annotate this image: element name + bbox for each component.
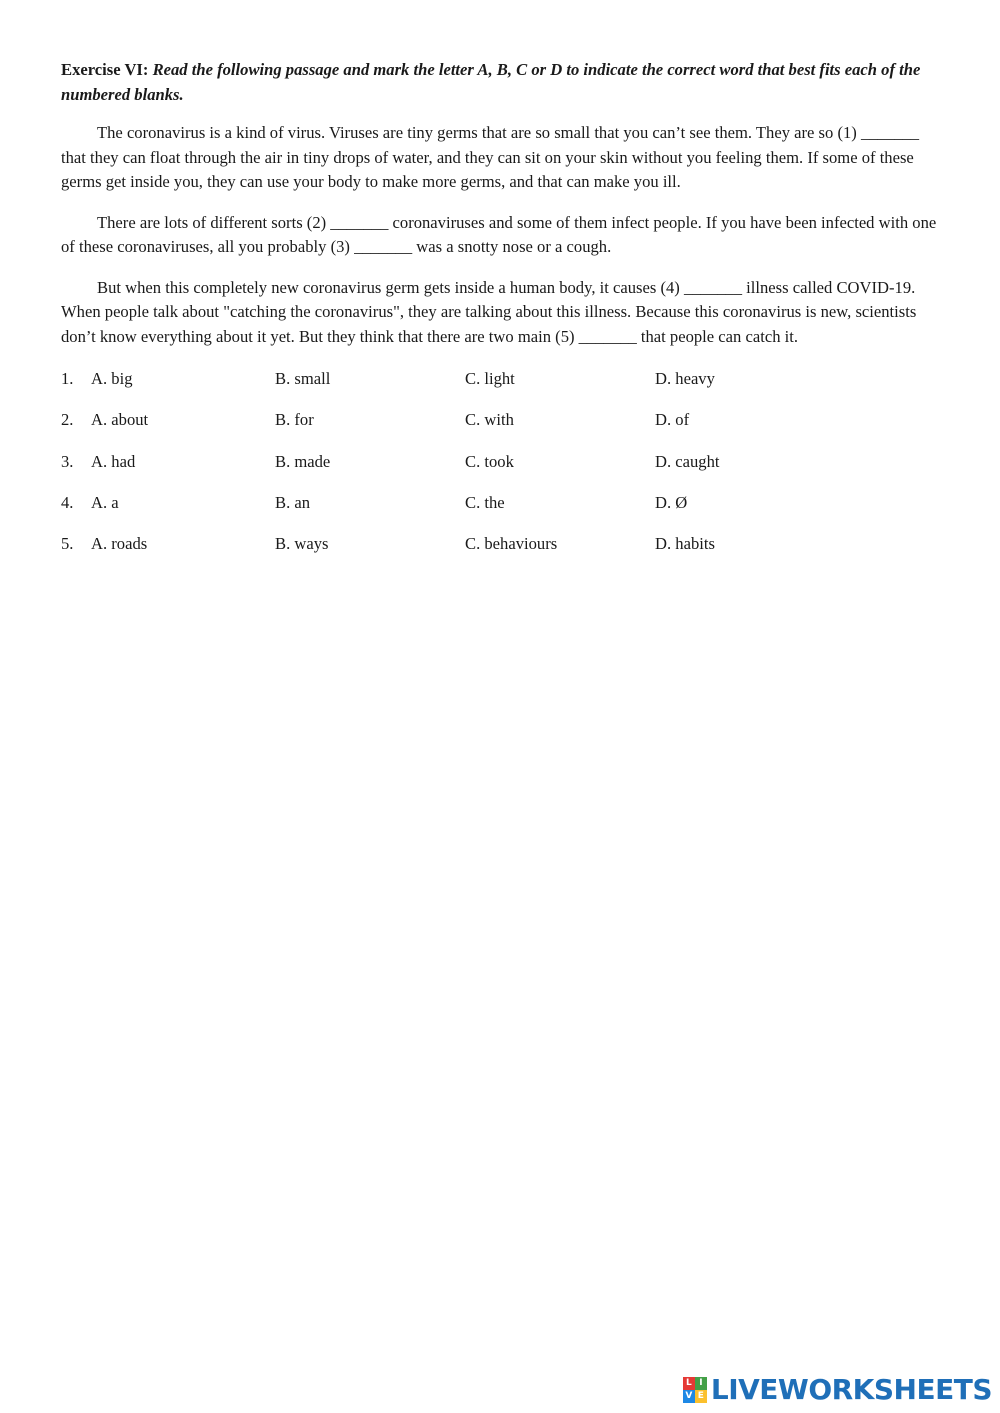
logo-letter-v: V [683, 1390, 695, 1403]
liveworksheets-logo-icon [683, 1377, 707, 1403]
option-b: B. an [275, 492, 311, 512]
option-c: C. with [465, 410, 514, 430]
option-b: B. small [275, 369, 331, 388]
option-d: D. habits [655, 534, 715, 554]
option-b: B. for [275, 410, 314, 430]
worksheet-page [61, 58, 941, 573]
liveworksheets-branding [683, 1375, 992, 1405]
option-d: D. Ø [655, 492, 688, 512]
passage-paragraph-2: There are lots of different sorts (2) _______ coronaviruses and some of them infect people. If you have been infected with one of these coronaviruses, all you probably (3) _______ was a snotty nose or a cough. [61, 212, 937, 256]
exercise-heading [61, 58, 941, 107]
liveworksheets-wordmark: LIVEWORKSHEETS [710, 1373, 992, 1406]
option-d: D. caught [655, 451, 720, 471]
option-c: C. took [465, 451, 514, 471]
option-a: A. had [91, 451, 136, 471]
option-c: C. the [465, 492, 505, 512]
option-d: D. of [655, 410, 690, 430]
option-a: A. about [91, 410, 149, 430]
logo-letter-e: E [695, 1390, 707, 1403]
question-number: 2. [61, 410, 74, 430]
question-row [61, 450, 941, 491]
option-c: C. behaviours [465, 534, 558, 554]
question-number: 1. [61, 369, 74, 388]
question-row [61, 367, 941, 408]
option-a: A. a [91, 492, 119, 512]
exercise-instruction: Read the following passage and mark the letter A, B, C or D to indicate the correct word that best fits each of the numbered blanks. [61, 60, 921, 104]
logo-letter-i: I [695, 1377, 707, 1390]
option-b: B. ways [275, 534, 329, 554]
option-a: A. roads [91, 534, 148, 554]
question-row [61, 532, 941, 573]
exercise-label: Exercise VI: [61, 60, 149, 79]
option-b: B. made [275, 451, 331, 471]
option-a: A. big [91, 369, 133, 388]
passage-paragraph-1: The coronavirus is a kind of virus. Viruses are tiny germs that are so small that you can’t see them. They are so (1) _______ that they can float through the air in tiny drops of water, and they can sit on your skin without you feeling them. If some of these germs get inside you, they can use your body to make more germs, and that can make you ill. [61, 123, 920, 191]
answer-options [61, 367, 941, 573]
question-number: 4. [61, 492, 74, 512]
option-d: D. heavy [655, 369, 715, 388]
option-c: C. light [465, 369, 515, 388]
question-row [61, 408, 941, 449]
question-row [61, 491, 941, 532]
passage-paragraph-3: But when this completely new coronavirus germ gets inside a human body, it causes (4) _______ illness called COVID-19. When people talk about "catching the coronavirus", they are talking about this illness. Because this coronavirus is new, scientists don’t know everything about it yet. But they think that there are two main (5) _______ that people can catch it. [61, 277, 917, 346]
question-number: 3. [61, 451, 74, 471]
logo-letter-l: L [683, 1377, 695, 1390]
question-number: 5. [61, 534, 74, 554]
